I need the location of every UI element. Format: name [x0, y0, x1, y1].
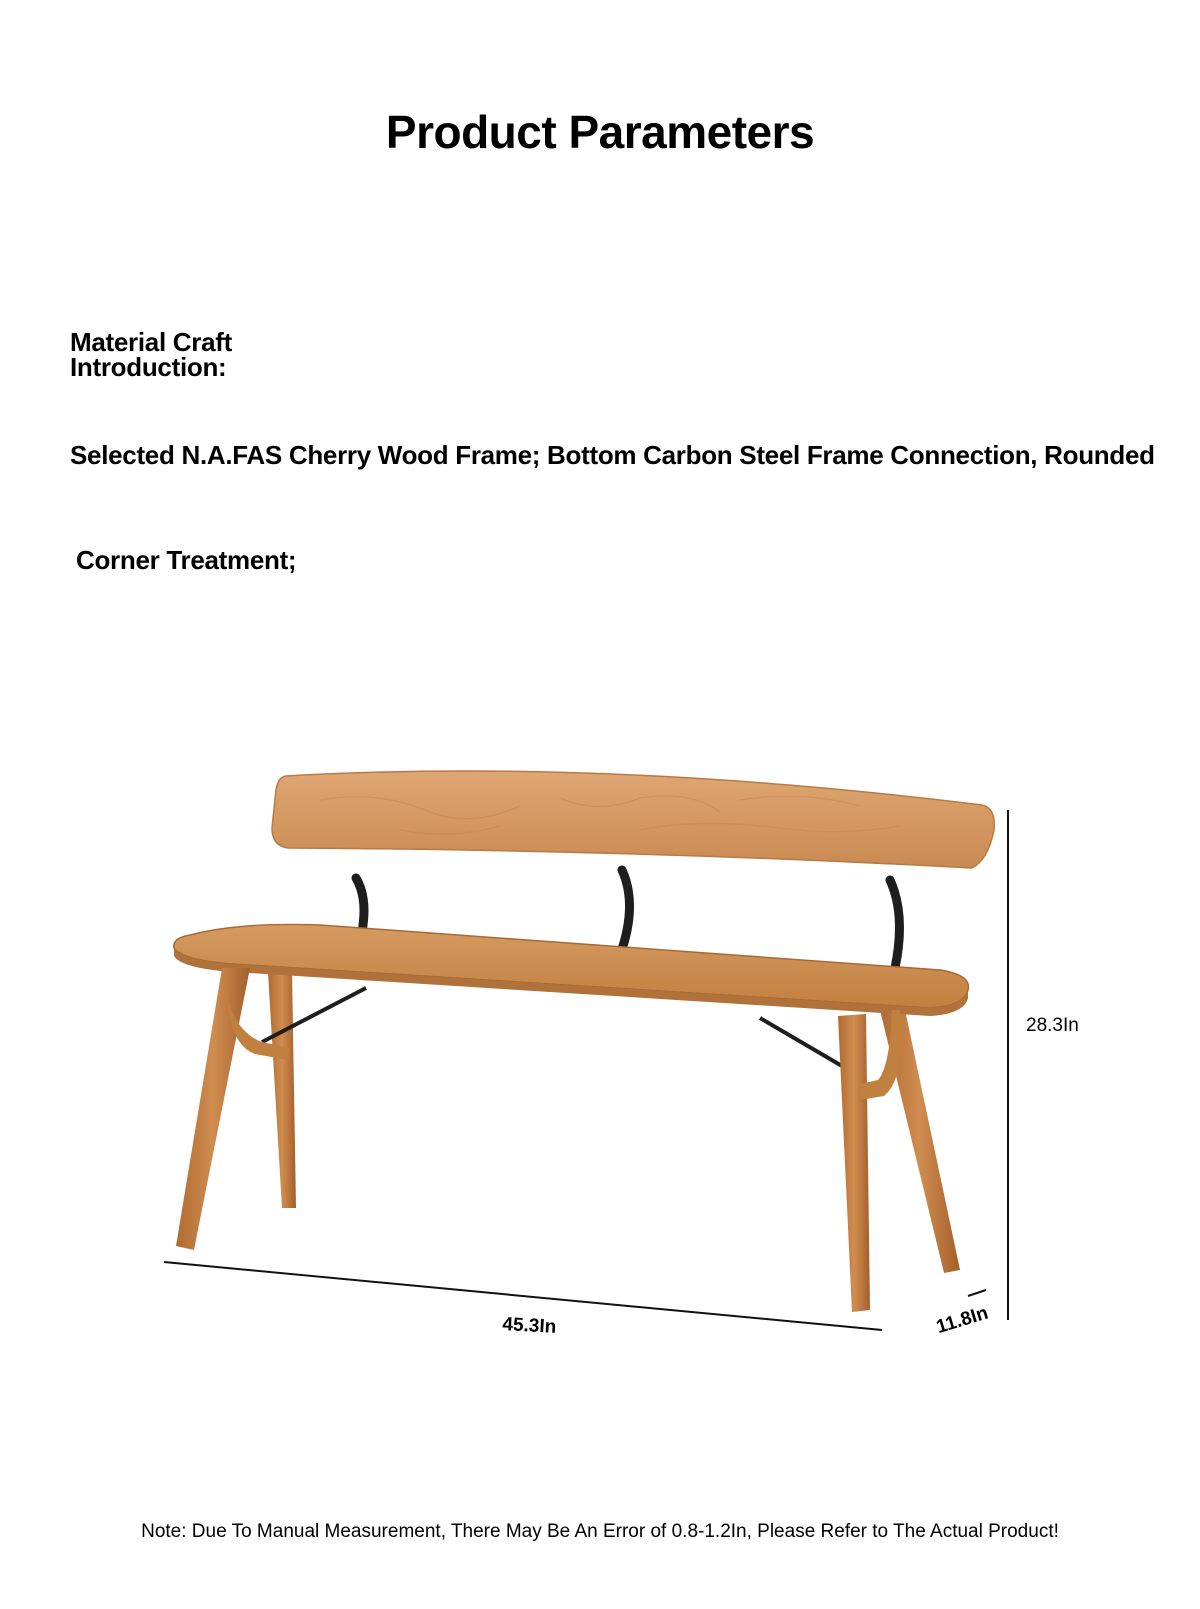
depth-dimension-label: 11.8In [934, 1302, 991, 1339]
material-description-line1: Selected N.A.FAS Cherry Wood Frame; Bottom Carbon Steel Frame Connection, Rounded [70, 440, 1155, 470]
material-description-line2: Corner Treatment; [76, 545, 297, 575]
material-heading-line2: Introduction: [70, 352, 227, 382]
backrest [272, 771, 994, 868]
measurement-note: Note: Due To Manual Measurement, There May Be An Error of 0.8-1.2In, Please Refer to The Actual Product! [141, 1521, 1059, 1542]
height-dimension-label: 28.3In [1026, 1015, 1079, 1036]
material-heading-line1: Material Craft [70, 327, 232, 357]
page-title: Product Parameters [385, 106, 815, 158]
seat [174, 924, 969, 1008]
width-dimension-label: 45.3In [501, 1314, 557, 1338]
